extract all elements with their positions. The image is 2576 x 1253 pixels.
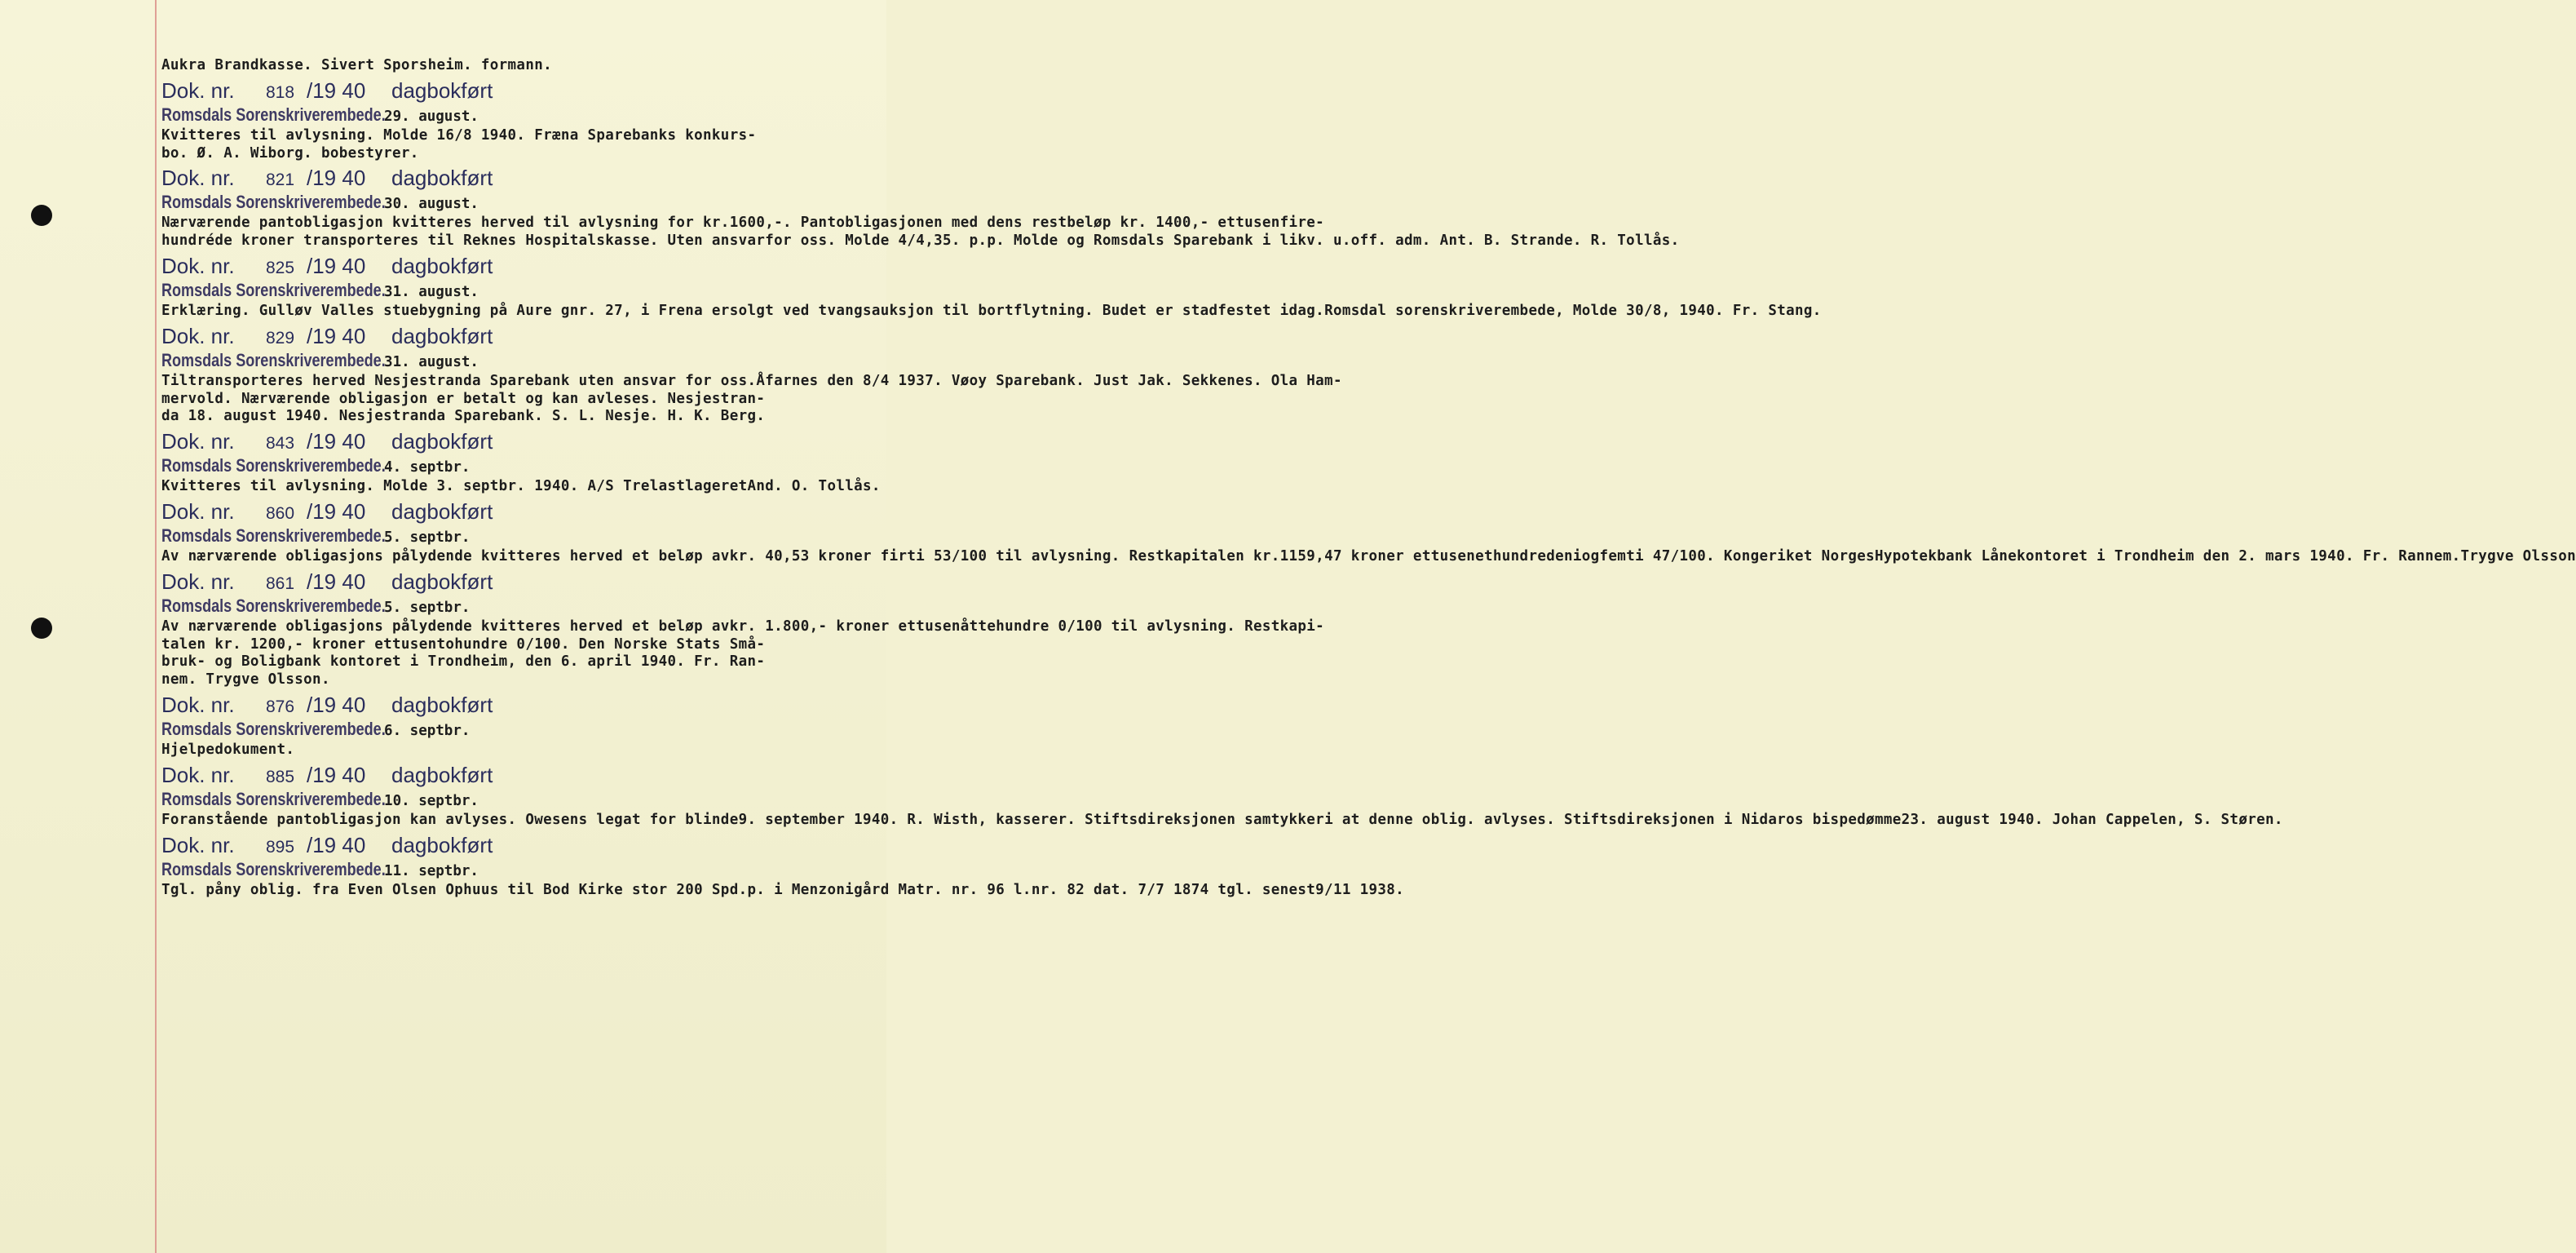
office-stamp: Romsdals Sorenskriverembede. xyxy=(161,788,386,809)
entry-date: 5. septbr. xyxy=(384,599,471,616)
entry-text-line: 1600,-. Pantobligasjonen med dens restbeløp kr. 1400,- ettusenfire- xyxy=(729,215,1325,232)
office-stamp: Romsdals Sorenskriverembede. xyxy=(161,525,386,546)
entry-text-line: Hypotekbank Lånekontoret i Trondheim den 2. mars 1940. Fr. Rannem. xyxy=(1875,547,2461,565)
document-number: 895 xyxy=(266,837,295,857)
stamp-suffix: dagbokført xyxy=(391,498,493,524)
document-number: 821 xyxy=(266,170,295,190)
office-line xyxy=(161,455,879,478)
entry-text-line: Erklæring. Gulløv Valles stuebygning på Aure gnr. 27, i Frena er xyxy=(161,302,730,319)
stamp-prefix: Dok. nr. xyxy=(161,762,235,787)
entry-text-line: Kvitteres til avlysning. Molde 16/8 1940. Fræna Sparebanks konkurs- xyxy=(161,126,757,144)
document-number: 860 xyxy=(266,503,295,523)
document-number: 829 xyxy=(266,328,295,348)
entry-text-line: Av nærværende obligasjons pålydende kvitteres herved et beløp av xyxy=(161,618,730,635)
entry-date: 5. septbr. xyxy=(384,529,471,546)
document-entry xyxy=(161,166,1680,250)
office-line xyxy=(161,525,879,548)
stamp-suffix: dagbokført xyxy=(391,323,493,348)
stamp-year: /19 40 xyxy=(307,253,366,278)
office-line xyxy=(161,192,879,215)
office-stamp: Romsdals Sorenskriverembede. xyxy=(161,595,386,616)
entry-text-line: kr. 1.800,- kroner ettusenåttehundre 0/100 til avlysning. Restkapi- xyxy=(729,618,1325,635)
stamp-suffix: dagbokført xyxy=(391,429,493,454)
document-number: 885 xyxy=(266,767,295,786)
stamp-prefix: Dok. nr. xyxy=(161,692,235,717)
punch-hole xyxy=(31,618,52,639)
stamp-year: /19 40 xyxy=(307,77,366,103)
stamp-prefix: Dok. nr. xyxy=(161,832,235,857)
stamp-suffix: dagbokført xyxy=(391,166,493,191)
stamp-suffix: dagbokført xyxy=(391,569,493,594)
entry-text-line: Tiltransporteres herved Nesjestranda Sparebank uten ansvar for oss. xyxy=(161,372,757,389)
entry-text-line: kr. 40,53 kroner firti 53/100 til avlysning. Restkapitalen kr. xyxy=(729,547,1280,565)
stamp-prefix: Dok. nr. xyxy=(161,253,235,278)
office-line xyxy=(161,596,879,618)
stamp-prefix: Dok. nr. xyxy=(161,569,235,594)
office-line xyxy=(161,789,879,812)
dagbok-stamp xyxy=(161,429,879,454)
document-entry xyxy=(161,78,879,163)
dagbok-stamp xyxy=(161,693,879,717)
stamp-suffix: dagbokført xyxy=(391,692,493,717)
office-line xyxy=(161,350,879,373)
stamp-prefix: Dok. nr. xyxy=(161,166,235,191)
document-entry xyxy=(161,429,879,496)
stamp-year: /19 40 xyxy=(307,762,366,787)
entry-text-line: 9. september 1940. R. Wisth, kasserer. Stiftsdireksjonen samtykker xyxy=(738,811,1325,828)
entry-list xyxy=(161,77,2576,900)
office-stamp: Romsdals Sorenskriverembede. xyxy=(161,718,386,739)
stamp-suffix: dagbokført xyxy=(391,832,493,857)
entry-date: 4. septbr. xyxy=(384,459,471,476)
entry-text-line: p. i Menzonigård Matr. nr. 96 l.nr. 82 dat. 7/7 1874 tgl. senest xyxy=(747,881,1316,898)
stamp-suffix: dagbokført xyxy=(391,762,493,787)
entry-text-line: Tgl. påny oblig. fra Even Olsen Ophuus til Bod Kirke stor 200 Spd. xyxy=(161,881,748,898)
entry-text-line: Hjelpedokument. xyxy=(161,741,295,758)
entry-text-line: da 18. august 1940. Nesjestranda Sparebank. S. L. Nesje. H. K. Berg. xyxy=(161,408,766,425)
entry-text-line: bruk- og Boligbank kontoret i Trondheim, den 6. april 1940. Fr. Ran- xyxy=(161,653,766,671)
office-stamp: Romsdals Sorenskriverembede. xyxy=(161,279,386,300)
entry-text-line: Av nærværende obligasjons pålydende kvitteres herved et beløp av xyxy=(161,547,730,565)
entry-text-line: bo. Ø. A. Wiborg. bobestyrer. xyxy=(161,144,419,162)
document-entry xyxy=(161,253,1822,321)
entry-text-line: i at denne oblig. avlyses. Stiftsdireksjonen i Nidaros bispedømme xyxy=(1324,811,1902,828)
office-line xyxy=(161,280,879,303)
entry-text-line: mervold. Nærværende obligasjon er betalt og kan avleses. Nesjestran- xyxy=(161,390,766,407)
stamp-year: /19 40 xyxy=(307,429,366,454)
document-entry xyxy=(161,323,1342,426)
entry-text-line: Nærværende pantobligasjon kvitteres herved til avlysning for kr. xyxy=(161,215,730,232)
document-number: 843 xyxy=(266,434,295,454)
stamp-year: /19 40 xyxy=(307,692,366,717)
entry-text-line: hundréde kroner transporteres til Reknes Hospitalskasse. Uten ansvar xyxy=(161,232,766,250)
header-line: Aukra Brandkasse. Sivert Sporsheim. formann. xyxy=(161,57,552,73)
stamp-year: /19 40 xyxy=(307,166,366,191)
document-number: 825 xyxy=(266,258,295,277)
entry-date: 31. august. xyxy=(384,353,479,370)
entry-date: 30. august. xyxy=(384,196,479,213)
stamp-year: /19 40 xyxy=(307,569,366,594)
entry-text-line: 9/11 1938. xyxy=(1315,881,1405,898)
entry-text-line: nem. Trygve Olsson. xyxy=(161,671,330,688)
entry-text-line: Åfarnes den 8/4 1937. Vøoy Sparebank. Just Jak. Sekkenes. Ola Ham- xyxy=(756,372,1342,389)
stamp-year: /19 40 xyxy=(307,323,366,348)
office-stamp: Romsdals Sorenskriverembede. xyxy=(161,455,386,476)
entry-date: 6. septbr. xyxy=(384,722,471,739)
dagbok-stamp xyxy=(161,324,879,348)
entry-text-line: And. O. Tollås. xyxy=(747,478,881,495)
punch-hole xyxy=(31,205,52,226)
document-entry xyxy=(161,762,2283,830)
entry-text-line: 1159,47 kroner ettusenethundredeniogfemti 47/100. Kongeriket Norges xyxy=(1279,547,1875,565)
stamp-prefix: Dok. nr. xyxy=(161,429,235,454)
entry-text-line: for oss. Molde 4/4,35. p.p. Molde og Romsdals Sparebank i likv. u. xyxy=(765,232,1351,250)
document-number: 818 xyxy=(266,82,295,102)
dagbok-stamp xyxy=(161,166,879,190)
office-line xyxy=(161,104,879,127)
entry-date: 31. august. xyxy=(384,283,479,300)
document-entry xyxy=(161,498,2576,566)
document-entry xyxy=(161,569,1325,689)
entry-text-line: talen kr. 1200,- kroner ettusentohundre 0/100. Den Norske Stats Små- xyxy=(161,635,766,653)
stamp-prefix: Dok. nr. xyxy=(161,323,235,348)
document-content xyxy=(161,57,2576,902)
document-entry xyxy=(161,693,879,759)
entry-text-line: solgt ved tvangsauksjon til bortflytning. Budet er stadfestet idag. xyxy=(729,302,1325,319)
office-stamp: Romsdals Sorenskriverembede. xyxy=(161,349,386,370)
stamp-suffix: dagbokført xyxy=(391,77,493,103)
dagbok-stamp xyxy=(161,763,879,787)
document-number: 876 xyxy=(266,697,295,716)
dagbok-stamp xyxy=(161,499,879,524)
stamp-year: /19 40 xyxy=(307,832,366,857)
entry-text-line: Trygve Olsson xyxy=(2460,547,2576,565)
dagbok-stamp xyxy=(161,569,879,594)
entry-date: 11. septbr. xyxy=(384,862,479,879)
entry-text-line: Kvitteres til avlysning. Molde 3. septbr. 1940. A/S Trelastlageret xyxy=(161,478,748,495)
entry-text-line: off. adm. Ant. B. Strande. R. Tollås. xyxy=(1350,232,1680,250)
office-line xyxy=(161,859,879,882)
stamp-year: /19 40 xyxy=(307,498,366,524)
office-stamp: Romsdals Sorenskriverembede. xyxy=(161,858,386,879)
dagbok-stamp xyxy=(161,833,879,857)
office-stamp: Romsdals Sorenskriverembede. xyxy=(161,104,386,125)
entry-date: 10. septbr. xyxy=(384,792,479,809)
document-number: 861 xyxy=(266,573,295,593)
office-stamp: Romsdals Sorenskriverembede. xyxy=(161,192,386,213)
entry-text-line: Foranstående pantobligasjon kan avlyses. Owesens legat for blinde xyxy=(161,811,739,828)
dagbok-stamp xyxy=(161,254,879,278)
stamp-prefix: Dok. nr. xyxy=(161,77,235,103)
office-line xyxy=(161,719,879,742)
margin-rule xyxy=(155,0,157,1253)
entry-text-line: 23. august 1940. Johan Cappelen, S. Støren. xyxy=(1901,811,2283,828)
document-entry xyxy=(161,832,1405,900)
stamp-suffix: dagbokført xyxy=(391,253,493,278)
dagbok-stamp xyxy=(161,78,879,103)
entry-text-line: Romsdal sorenskriverembede, Molde 30/8, 1940. Fr. Stang. xyxy=(1324,302,1822,319)
stamp-prefix: Dok. nr. xyxy=(161,498,235,524)
entry-date: 29. august. xyxy=(384,108,479,125)
